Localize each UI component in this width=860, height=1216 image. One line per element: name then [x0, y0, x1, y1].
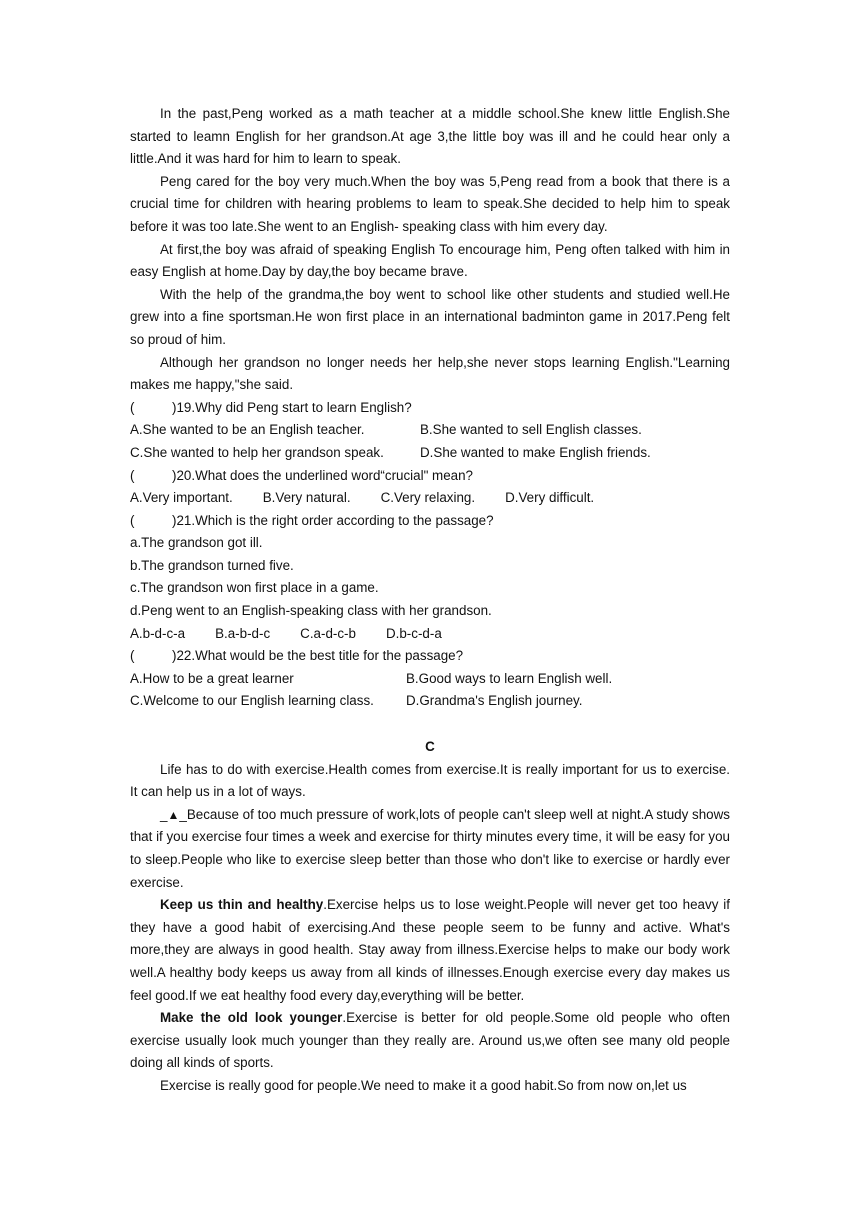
option-c: C.Very relaxing.	[380, 490, 476, 506]
passage-c-paragraph-3	[130, 894, 730, 1007]
passage-b-paragraph-5: Although her grandson no longer needs her help,she never stops learning English."Learning makes me happy,"she said.	[130, 354, 730, 393]
section-c-title: C	[425, 739, 435, 755]
question-stem: )19.Why did Peng start to learn English?	[172, 399, 412, 415]
triangle-blank-icon: ▲	[167, 807, 180, 822]
blank-underscore: _	[160, 806, 168, 822]
paragraph-text: .Exercise helps us to lose weight.People will never get too heavy if they have a good habit of exercising.And these people seem to be funny and active. What's more,they are always in good health. Stay away from illness.Exercise helps to make our body work well.A healthy body keeps us away from all kinds of illnesses.Enough exercise every day makes us feel good.If we eat healthy food every day,everything will be better.	[130, 897, 730, 1003]
option-c: C.a-d-c-b	[300, 625, 356, 641]
option-d: D.She wanted to make English friends.	[420, 444, 651, 460]
order-item-b: b.The grandson turned five.	[130, 557, 294, 573]
option-a: A.b-d-c-a	[130, 625, 186, 641]
answer-blank[interactable]: (	[130, 399, 135, 415]
option-b: B.Very natural.	[262, 490, 351, 506]
passage-c-paragraph-2	[130, 804, 730, 894]
order-item-d: d.Peng went to an English-speaking class with her grandson.	[130, 603, 492, 619]
option-b: B.a-b-d-c	[215, 625, 271, 641]
option-c: C.Welcome to our English learning class.	[130, 693, 374, 709]
answer-blank[interactable]: (	[130, 467, 135, 483]
passage-c-paragraph-1: Life has to do with exercise.Health comes from exercise.It is really important for us to exercise. It can help us in a lot of ways.	[130, 761, 730, 800]
passage-b-paragraph-2: Peng cared for the boy very much.When the boy was 5,Peng read from a book that there is a crucial time for children with hearing problems to leam to speak.She decided to help him to speak before it was too late.She went to an English- speaking class with him every day.	[130, 173, 730, 234]
subheading: Keep us thin and healthy	[160, 897, 324, 913]
answer-blank[interactable]: (	[130, 648, 135, 664]
option-b: B.Good ways to learn English well.	[406, 670, 613, 686]
option-a: A.She wanted to be an English teacher.	[130, 422, 365, 438]
question-stem: )22.What would be the best title for the passage?	[172, 648, 464, 664]
order-item-a: a.The grandson got ill.	[130, 535, 263, 551]
passage-c-paragraph-4	[130, 1007, 730, 1075]
order-item-c: c.The grandson won first place in a game.	[130, 580, 379, 596]
question-19	[130, 397, 730, 465]
question-22	[130, 645, 730, 713]
option-d: D.b-c-d-a	[385, 625, 442, 641]
passage-c-paragraph-5: Exercise is really good for people.We need to make it a good habit.So from now on,let us	[160, 1077, 687, 1093]
question-stem: )21.Which is the right order according to the passage?	[172, 512, 494, 528]
question-21	[130, 510, 730, 646]
paragraph-text: .Exercise is better for old people.Some old people who often exercise usually look much younger than they really are. Around us,we often see many old people doing all kinds of sports.	[130, 1010, 730, 1071]
option-d: D.Grandma's English journey.	[406, 693, 583, 709]
question-stem: )20.What does the underlined word“crucial" mean?	[172, 467, 473, 483]
paragraph-text: _Because of too much pressure of work,lots of people can't sleep well at night.A study shows that if you exercise four times a week and exercise for thirty minutes every time, it will be easy for you to sleep.People who like to exercise sleep better than those who don't like to exercise or hardly ever exercise.	[130, 806, 730, 890]
option-b: B.She wanted to sell English classes.	[420, 422, 642, 438]
passage-b-paragraph-4: With the help of the grandma,the boy went to school like other students and studied well.He grew into a fine sportsman.He won first place in an international badminton game in 2017.Peng felt so proud of him.	[130, 286, 730, 347]
passage-b-paragraph-1: In the past,Peng worked as a math teacher at a middle school.She knew little English.She started to leamn English for her grandson.At age 3,the little boy was ill and he could hear only a little.And it was hard for him to learn to speak.	[130, 106, 730, 167]
document-page	[130, 103, 730, 1098]
question-20	[130, 465, 730, 510]
subheading: Make the old look younger	[160, 1010, 343, 1026]
option-a: A.How to be a great learner	[130, 670, 294, 686]
option-a: A.Very important.	[130, 490, 233, 506]
option-d: D.Very difficult.	[505, 490, 595, 506]
answer-blank[interactable]: (	[130, 512, 135, 528]
option-c: C.She wanted to help her grandson speak.	[130, 444, 384, 460]
passage-b-paragraph-3: At first,the boy was afraid of speaking English To encourage him, Peng often talked with him in easy English at home.Day by day,the boy became brave.	[130, 241, 730, 280]
